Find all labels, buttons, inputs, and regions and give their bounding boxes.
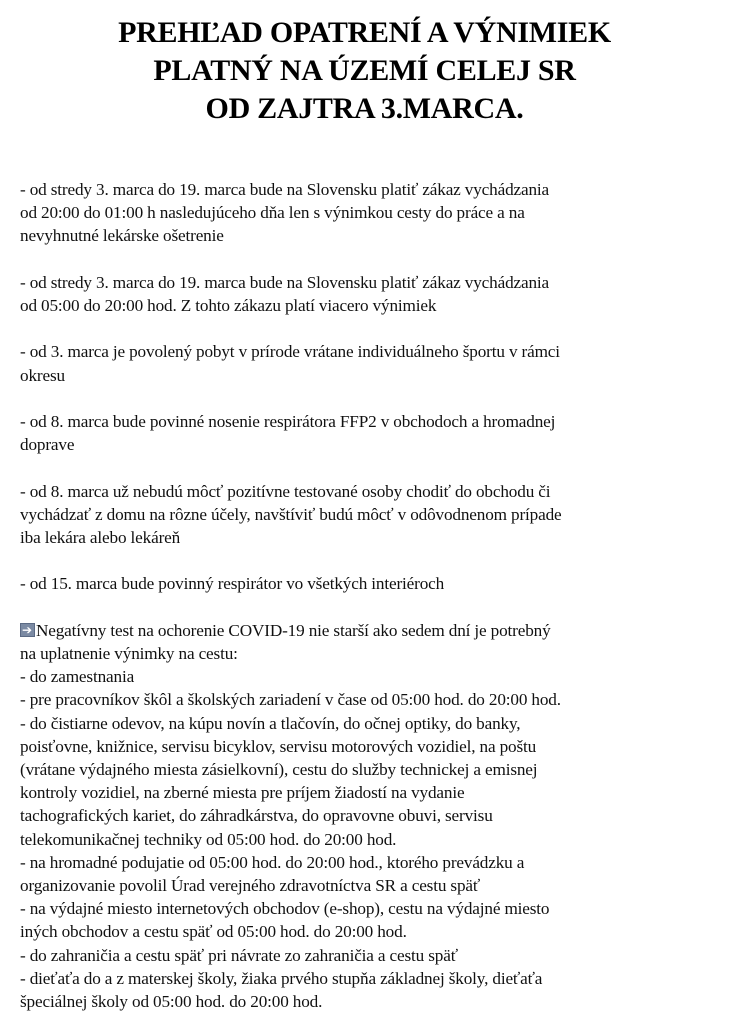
text-line: iba lekára alebo lekáreň (20, 527, 181, 547)
text-line: okresu (20, 365, 65, 385)
measure-item (20, 410, 720, 456)
measure-item (20, 340, 720, 386)
measure-item (20, 271, 720, 317)
measure-item (20, 178, 720, 248)
text-line: tachografických kariet, do záhradkárstva, do opravovne obuvi, servisu (20, 806, 493, 826)
text-line: od 20:00 do 01:00 h nasledujúceho dňa len s výnimkou cesty do práce a na (20, 203, 525, 223)
exception-item: - do zamestnania (20, 667, 135, 687)
title-line: OD ZAJTRA 3.MARCA. (205, 92, 524, 125)
exceptions-heading (20, 619, 720, 642)
text-line: - od 3. marca je povolený pobyt v prírode vrátane individuálneho športu v rámci (20, 342, 560, 362)
text-line: - od stredy 3. marca do 19. marca bude na Slovensku platiť zákaz vychádzania (20, 180, 550, 199)
exception-item: - do zahraničia a cestu späť pri návrate zo zahraničia a cestu späť (20, 945, 458, 965)
exception-item: - na hromadné podujatie od 05:00 hod. do 20:00 hod., ktorého prevádzku a (20, 852, 525, 872)
text-line: organizovanie povolil Úrad verejného zdravotníctva SR a cestu späť (20, 876, 481, 895)
text-line: - od 8. marca bude povinné nosenie respirátora FFP2 v obchodoch a hromadnej (20, 411, 556, 431)
text-line: - od 15. marca bude povinný respirátor vo všetkých interiéroch (20, 574, 445, 594)
text-line: - od stredy 3. marca do 19. marca bude na Slovensku platiť zákaz vychádzania (20, 272, 550, 292)
text-line: doprave (20, 435, 75, 455)
title-line: PLATNÝ NA ÚZEMÍ CELEJ SR (153, 54, 576, 87)
text-line: telekomunikačnej techniky od 05:00 hod. do 20:00 hod. (20, 829, 397, 849)
text-line: na uplatnenie výnimky na cestu: (20, 643, 238, 663)
text-line: (vrátane výdajného miesta zásielkovní), cestu do služby technickej a emisnej (20, 759, 538, 779)
text-line: Negatívny test na ochorenie COVID-19 nie starší ako sedem dní je potrebný (36, 620, 551, 640)
text-line: kontroly vozidiel, na zberné miesta pre príjem žiadostí na vydanie (20, 783, 465, 803)
text-line: nevyhnutné lekárske ošetrenie (20, 226, 224, 246)
text-line: vychádzať z domu na rôzne účely, navštíviť budú môcť v odôvodnenom prípade (20, 504, 562, 524)
text-line: poisťovne, knižnice, servisu bicyklov, servisu motorových vozidiel, na poštu (20, 736, 537, 756)
exception-item: - dieťaťa do a z materskej školy, žiaka prvého stupňa základnej školy, dieťaťa (20, 968, 543, 988)
text-line: od 05:00 do 20:00 hod. Z tohto zákazu platí viacero výnimiek (20, 296, 437, 315)
text-line: špeciálnej školy od 05:00 hod. do 20:00 hod. (20, 992, 323, 1012)
exception-item: - pre pracovníkov škôl a školských zariadení v čase od 05:00 hod. do 20:00 hod. (20, 690, 561, 710)
title-line: PREHĽAD OPATRENÍ A VÝNIMIEK (118, 16, 611, 49)
exception-item: - na výdajné miesto internetových obchodov (e-shop), cestu na výdajné miesto (20, 899, 550, 919)
exceptions-section (20, 619, 720, 1013)
text-line: - od 8. marca už nebudú môcť pozitívne testované osoby chodiť do obchodu či (20, 481, 551, 501)
text-line: iných obchodov a cestu späť od 05:00 hod. do 20:00 hod. (20, 922, 407, 942)
exception-item: - do čistiarne odevov, na kúpu novín a tlačovín, do očnej optiky, do banky, (20, 713, 521, 733)
document-title (0, 14, 729, 128)
right-arrow-icon (20, 623, 35, 637)
measure-item (20, 480, 720, 550)
measure-item (20, 572, 720, 595)
document-body (20, 178, 720, 1036)
